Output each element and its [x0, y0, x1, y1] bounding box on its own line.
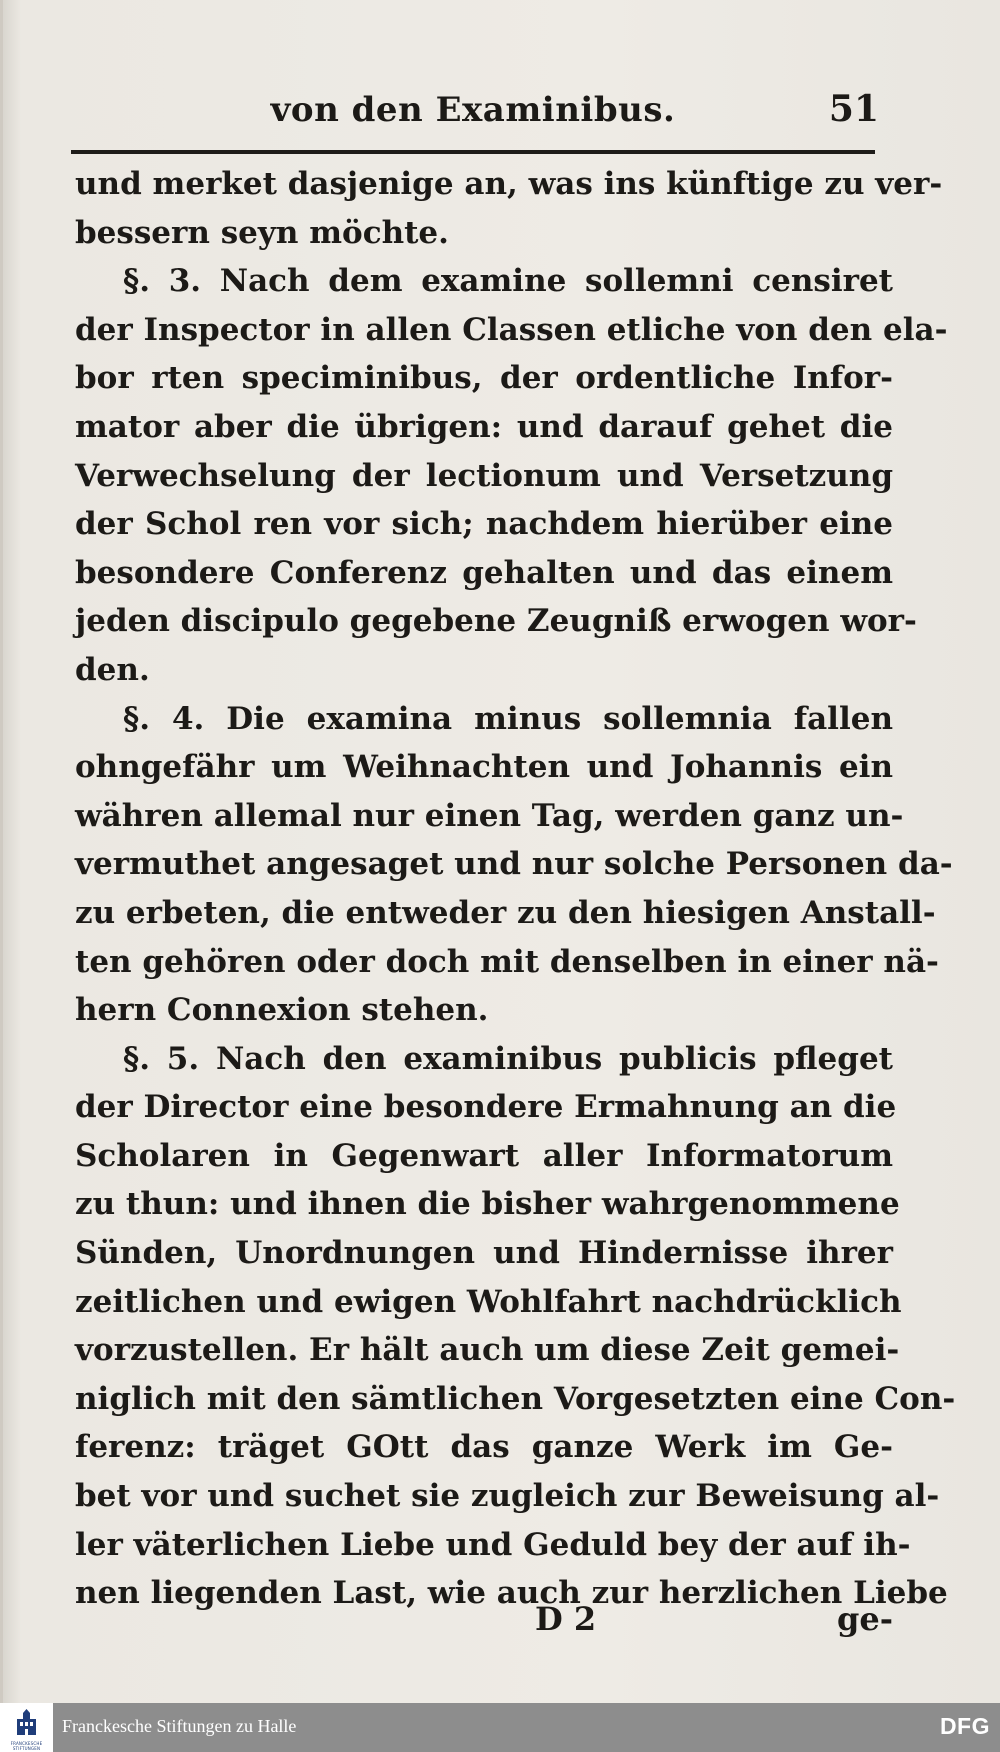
paragraph-3-start: §. 3. Nach dem examine sollemni censiret: [123, 263, 893, 300]
text-line: ferenz: träget GOtt das ganze Werk im Ge-: [75, 1429, 893, 1466]
text-line: jeden discipulo gegebene Zeugniß erwogen wor-: [75, 603, 917, 640]
body-text: [75, 160, 956, 1618]
page-footer: [75, 1600, 893, 1660]
text-line: vorzustellen. Er hält auch um diese Zeit gemei-: [75, 1332, 900, 1369]
text-line: besondere Conferenz gehalten und das einem: [75, 554, 893, 591]
text-line: hern Connexion stehen.: [75, 992, 489, 1029]
text-line: zeitlichen und ewigen Wohlfahrt nachdrücklich: [75, 1283, 902, 1320]
text-line: Sünden, Unordnungen und Hindernisse ihrer: [75, 1235, 893, 1272]
running-head: von den Examinibus.: [270, 90, 676, 130]
text-line: bet vor und suchet sie zugleich zur Beweisung al-: [75, 1478, 940, 1515]
text-line: niglich mit den sämtlichen Vorgesetzten eine Con-: [75, 1380, 956, 1417]
logo-caption: FRANCKESCHE STIFTUNGEN: [10, 1741, 43, 1751]
header-rule: [71, 150, 875, 154]
text-line: bessern seyn möchte.: [75, 214, 449, 251]
orphanage-building-icon: [14, 1709, 39, 1739]
text-line: zu erbeten, die entweder zu den hiesigen Anstall-: [75, 894, 936, 931]
text-line: den.: [75, 651, 150, 688]
text-line: der Director eine besondere Ermahnung an die: [75, 1089, 897, 1126]
text-line: vermuthet angesaget und nur solche Personen da-: [75, 846, 953, 883]
viewer-footer-bar: [0, 1703, 1000, 1752]
paragraph-5-start: §. 5. Nach den examinibus publicis pfleget: [123, 1040, 893, 1077]
text-line: Scholaren in Gegenwart aller Informatorum: [75, 1137, 893, 1174]
catchword: ge-: [836, 1600, 893, 1638]
text-line: ler väterlichen Liebe und Geduld bey der auf ih-: [75, 1526, 911, 1563]
text-line: ohngefähr um Weihnachten und Johannis ein: [75, 749, 893, 786]
text-line: bor rten speciminibus, der ordentliche Infor-: [75, 360, 893, 397]
institution-link[interactable]: Franckesche Stiftungen zu Halle: [62, 1716, 297, 1736]
text-line: der Schol ren vor sich; nachdem hierüber eine: [75, 506, 893, 543]
text-line: ten gehören oder doch mit denselben in einer nä-: [75, 943, 939, 980]
text-line: Verwechselung der lectionum und Versetzung: [75, 457, 893, 494]
signature-mark: D 2: [535, 1600, 597, 1638]
text-line: und merket dasjenige an, was ins künftige zu ver-: [75, 166, 943, 202]
text-line: zu thun: und ihnen die bisher wahrgenommene: [75, 1186, 900, 1223]
page-header: [71, 88, 879, 148]
page-number: 51: [828, 88, 879, 130]
paragraph-4-start: §. 4. Die examina minus sollemnia fallen: [123, 700, 893, 737]
text-line: mator aber die übrigen: und darauf gehet die: [75, 408, 893, 445]
dfg-logo[interactable]: DFG: [939, 1713, 990, 1739]
text-line: nen liegenden Last, wie auch zur herzlichen Liebe: [75, 1575, 948, 1612]
institution-logo[interactable]: [0, 1703, 53, 1752]
text-line: der Inspector in allen Classen etliche von den ela-: [75, 311, 948, 348]
text-line: währen allemal nur einen Tag, werden ganz un-: [75, 797, 904, 834]
